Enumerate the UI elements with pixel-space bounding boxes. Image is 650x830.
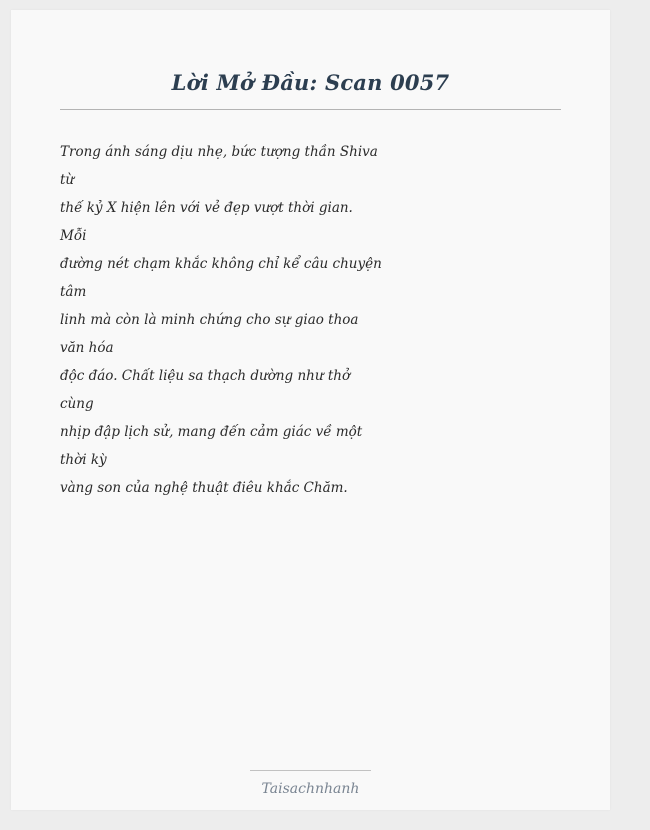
text-line: đường nét chạm khắc không chỉ kể câu chuyện [60,256,382,272]
text-line: nhịp đập lịch sử, mang đến cảm giác về một [60,424,363,440]
document-page [11,10,610,810]
text-line: Mỗi [60,228,87,244]
text-line: văn hóa [60,340,114,356]
text-line: tâm [60,284,87,300]
text-line: từ [60,172,75,188]
text-line: linh mà còn là minh chứng cho sự giao thoa [60,312,359,328]
text-line: Trong ánh sáng dịu nhẹ, bức tượng thần Shiva [60,144,378,160]
footer-divider [250,770,371,771]
text-line: độc đáo. Chất liệu sa thạch dường như thở [60,368,351,384]
body-text [60,138,382,502]
text-line: vàng son của nghệ thuật điêu khắc Chăm. [60,480,348,496]
text-line: thế kỷ X hiện lên với vẻ đẹp vượt thời gian. [60,200,353,216]
text-line: thời kỳ [60,452,107,468]
page-title: Lời Mở Đầu: Scan 0057 [171,70,450,95]
title-divider [60,109,561,110]
footer-signature: Taisachnhanh [261,781,360,797]
text-line: cùng [60,396,94,412]
